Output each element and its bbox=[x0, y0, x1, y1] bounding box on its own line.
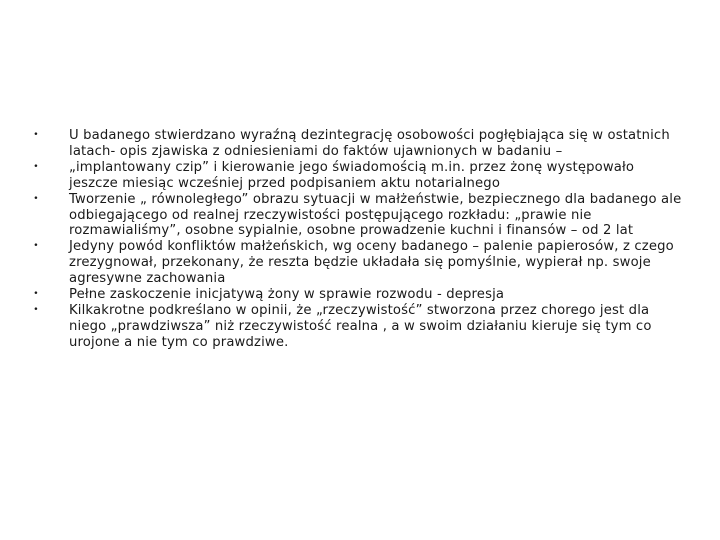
bullet-text: Pełne zaskoczenie inicjatywą żony w sprawie rozwodu - depresja bbox=[69, 287, 505, 303]
list-item bbox=[32, 287, 687, 303]
bullet-icon: • bbox=[33, 241, 39, 252]
bullet-icon: • bbox=[33, 304, 39, 315]
bullet-icon: • bbox=[33, 130, 39, 140]
bullet-list bbox=[32, 128, 687, 351]
list-item bbox=[32, 128, 687, 160]
list-item bbox=[32, 239, 687, 287]
bullet-text: Tworzenie „ równoległego” obrazu sytuacji w małżeństwie, bezpiecznego dla badanego ale odbiegającego od realnej rzeczywistości postępującego rozkładu: „prawie nie rozmawialiśmy”, osobne sypialnie, osobne prowadzenie kuchni i finansów – od 2 lat bbox=[69, 191, 682, 239]
bullet-icon: • bbox=[33, 161, 39, 172]
bullet-text: U badanego stwierdzano wyraźną dezintegrację osobowości pogłębiająca się w ostatnich latach- opis zjawiska z odniesieniami do faktów ujawnionych w badaniu – bbox=[69, 128, 670, 159]
list-item bbox=[32, 192, 687, 240]
bullet-text: „implantowany czip” i kierowanie jego świadomością m.in. przez żonę występowało jeszcze miesiąc wcześniej przed podpisaniem aktu notarialnego bbox=[69, 159, 635, 191]
bullet-text: Jedyny powód konfliktów małżeńskich, wg oceny badanego – palenie papierosów, z czego zrezygnował, przekonany, że reszta będzie układała się pomyślnie, wypierał np. swoje agresywne zachowania bbox=[69, 239, 674, 287]
bullet-text: Kilkakrotne podkreślano w opinii, że „rzeczywistość” stworzona przez chorego jest dla niego „prawdziwsza” niż rzeczywistość realna , a w swoim działaniu kieruje się tym co urojone a nie tym co prawdziwe. bbox=[69, 302, 652, 350]
list-item bbox=[32, 303, 687, 351]
bullet-icon: • bbox=[33, 193, 39, 204]
bullet-icon: • bbox=[33, 289, 39, 300]
list-item bbox=[32, 160, 687, 192]
